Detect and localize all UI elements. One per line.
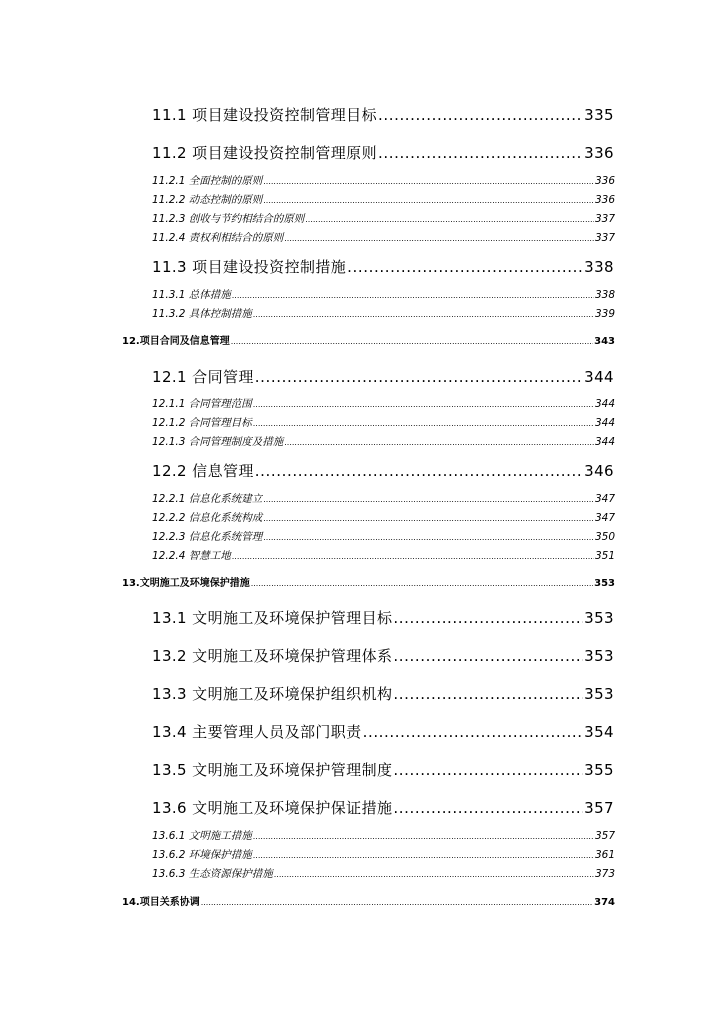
toc-entry[interactable] — [152, 306, 615, 321]
toc-leader — [363, 723, 584, 741]
toc-page-number: 346 — [584, 462, 614, 480]
toc-title: 13.4 主要管理人员及部门职责 — [152, 723, 362, 741]
toc-page-number: 347 — [594, 493, 615, 505]
toc-entry[interactable] — [122, 574, 615, 589]
toc-entry[interactable] — [152, 415, 615, 430]
toc-entry[interactable] — [122, 332, 615, 347]
toc-title: 13.3 文明施工及环境保护组织机构 — [152, 685, 393, 703]
toc-leader — [255, 462, 583, 480]
toc-title: 11.1 项目建设投资控制管理目标 — [152, 106, 377, 124]
toc-leader — [378, 144, 583, 162]
toc-title: 13.1 文明施工及环境保护管理目标 — [152, 609, 393, 627]
toc-title: 11.3 项目建设投资控制措施 — [152, 258, 347, 276]
toc-entry[interactable] — [152, 828, 615, 843]
toc-entry[interactable] — [152, 548, 615, 563]
toc-leader — [231, 337, 593, 346]
toc-page-number: 351 — [594, 550, 615, 562]
toc-entry[interactable] — [152, 211, 615, 226]
toc-entry[interactable] — [152, 510, 615, 525]
toc-leader — [393, 761, 583, 779]
toc-entry[interactable] — [152, 366, 614, 387]
toc-leader — [393, 609, 583, 627]
toc-leader — [253, 832, 594, 841]
toc-title: 12.2 信息管理 — [152, 462, 254, 480]
toc-leader — [232, 291, 594, 300]
toc-entry[interactable] — [152, 866, 615, 881]
toc-entry[interactable] — [152, 460, 614, 481]
toc-title: 13.2 文明施工及环境保护管理体系 — [152, 647, 393, 665]
toc-page-number: 339 — [594, 308, 615, 320]
toc-entry[interactable] — [152, 230, 615, 245]
toc-leader — [263, 196, 594, 205]
toc-title: 12.2.1 信息化系统建立 — [152, 493, 263, 505]
toc-leader — [253, 851, 594, 860]
toc-page-number: 374 — [594, 897, 615, 908]
toc-title: 12.1.3 合同管理制度及措施 — [152, 436, 284, 448]
toc-entry[interactable] — [122, 893, 615, 908]
toc-page-number: 344 — [584, 368, 614, 386]
toc-leader — [251, 579, 593, 588]
toc-leader — [263, 533, 594, 542]
toc-page-number: 344 — [594, 398, 615, 410]
toc-leader — [201, 898, 593, 907]
toc-title: 13.6 文明施工及环境保护保证措施 — [152, 799, 393, 817]
toc-page-number: 335 — [584, 106, 614, 124]
toc-page-number: 344 — [594, 417, 615, 429]
toc-page-number: 350 — [594, 531, 615, 543]
toc-leader — [393, 685, 583, 703]
toc-page-number: 336 — [584, 144, 614, 162]
toc-page-number: 337 — [594, 232, 615, 244]
toc-title: 12.1.2 合同管理目标 — [152, 417, 252, 429]
toc-leader — [393, 799, 583, 817]
toc-leader — [274, 870, 594, 879]
toc-title: 11.2.2 动态控制的原则 — [152, 194, 263, 206]
toc-leader — [305, 215, 594, 224]
toc-entry[interactable] — [152, 607, 614, 628]
toc-leader — [253, 419, 594, 428]
toc-page-number: 343 — [594, 336, 615, 347]
toc-leader — [284, 234, 594, 243]
toc-leader — [232, 552, 594, 561]
toc-title: 13.6.3 生态资源保护措施 — [152, 868, 273, 880]
toc-entry[interactable] — [152, 104, 614, 125]
toc-title: 11.2.3 创收与节约相结合的原则 — [152, 213, 305, 225]
toc-title: 13.文明施工及环境保护措施 — [122, 578, 250, 589]
toc-page-number: 373 — [594, 868, 615, 880]
toc-title: 11.3.1 总体措施 — [152, 289, 231, 301]
toc-page-number: 353 — [594, 578, 615, 589]
toc-entry[interactable] — [152, 529, 615, 544]
toc-page-number: 344 — [594, 436, 615, 448]
toc-entry[interactable] — [152, 683, 614, 704]
toc-page-number: 354 — [584, 723, 614, 741]
toc-entry[interactable] — [152, 287, 615, 302]
toc-title: 13.6.1 文明施工措施 — [152, 830, 252, 842]
toc-page-number: 353 — [584, 609, 614, 627]
toc-leader — [393, 647, 583, 665]
toc-page-number: 338 — [584, 258, 614, 276]
toc-page-number: 357 — [584, 799, 614, 817]
toc-entry[interactable] — [152, 192, 615, 207]
toc-entry[interactable] — [152, 847, 615, 862]
toc-title: 13.6.2 环境保护措施 — [152, 849, 252, 861]
toc-leader — [347, 258, 583, 276]
toc-title: 14.项目关系协调 — [122, 897, 200, 908]
toc-leader — [253, 400, 594, 409]
toc-page-number: 336 — [594, 194, 615, 206]
toc-leader — [255, 368, 583, 386]
toc-title: 11.3.2 具体控制措施 — [152, 308, 252, 320]
toc-page-number: 338 — [594, 289, 615, 301]
toc-page-number: 353 — [584, 685, 614, 703]
toc-title: 11.2 项目建设投资控制管理原则 — [152, 144, 377, 162]
toc-leader — [263, 495, 594, 504]
toc-entry[interactable] — [152, 142, 614, 163]
toc-entry[interactable] — [152, 491, 615, 506]
toc-page-number: 337 — [594, 213, 615, 225]
toc-page-number: 347 — [594, 512, 615, 524]
toc-leader — [253, 310, 594, 319]
toc-title: 13.5 文明施工及环境保护管理制度 — [152, 761, 393, 779]
toc-title: 12.2.4 智慧工地 — [152, 550, 231, 562]
toc-entry[interactable] — [152, 173, 615, 188]
toc-page-number: 355 — [584, 761, 614, 779]
toc-title: 12.项目合同及信息管理 — [122, 336, 230, 347]
toc-page-number: 361 — [594, 849, 615, 861]
toc-entry[interactable] — [152, 721, 614, 742]
toc-title: 11.2.4 责权利相结合的原则 — [152, 232, 284, 244]
toc-title: 12.2.3 信息化系统管理 — [152, 531, 263, 543]
toc-title: 12.1 合同管理 — [152, 368, 254, 386]
toc-entry[interactable] — [152, 256, 614, 277]
toc-leader — [263, 514, 594, 523]
toc-entry[interactable] — [152, 645, 614, 666]
toc-page-number: 357 — [594, 830, 615, 842]
toc-title: 11.2.1 全面控制的原则 — [152, 175, 263, 187]
toc-title: 12.1.1 合同管理范围 — [152, 398, 252, 410]
toc-title: 12.2.2 信息化系统构成 — [152, 512, 263, 524]
toc-entry[interactable] — [152, 797, 614, 818]
toc-entry[interactable] — [152, 396, 615, 411]
toc-leader — [284, 438, 594, 447]
toc-page-number: 336 — [594, 175, 615, 187]
toc-page-number: 353 — [584, 647, 614, 665]
toc-leader — [378, 106, 583, 124]
toc-entry[interactable] — [152, 759, 614, 780]
toc-leader — [263, 177, 594, 186]
toc-entry[interactable] — [152, 434, 615, 449]
